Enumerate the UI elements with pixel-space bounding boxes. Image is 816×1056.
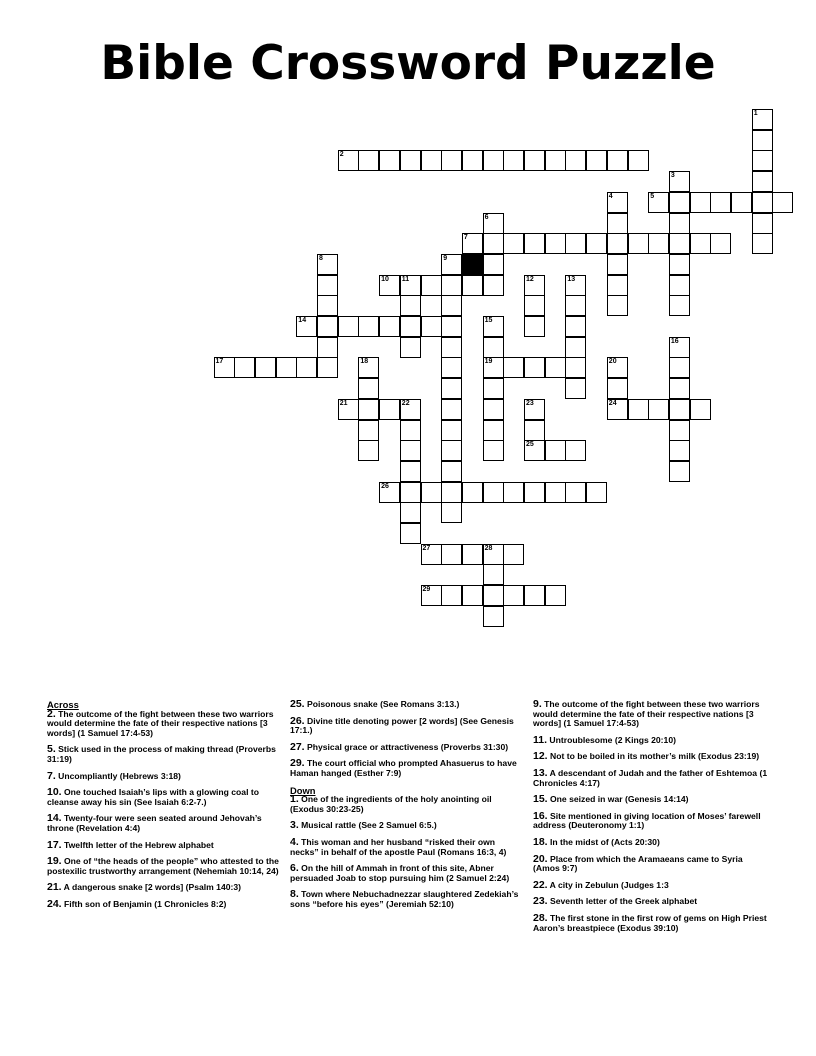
grid-cell[interactable]	[607, 357, 628, 378]
grid-cell[interactable]	[586, 482, 607, 503]
grid-cell[interactable]	[669, 233, 690, 254]
clue-item	[47, 769, 282, 782]
grid-cell[interactable]	[358, 378, 379, 399]
grid-cell[interactable]	[317, 295, 338, 316]
clue-number: 8	[319, 254, 323, 262]
grid-cell[interactable]	[503, 357, 524, 378]
clue-number: 7	[463, 234, 468, 242]
clue-item-text: This woman and her husband “risked their own necks” in behalf of the apostle Paul (Romans 16:3, 4)	[290, 836, 507, 857]
clue-item	[533, 795, 771, 805]
clue-item-text: In the midst of (Acts 20:30)	[547, 836, 660, 847]
grid-cell[interactable]	[524, 585, 545, 606]
grid-cell[interactable]	[503, 233, 524, 254]
grid-cell[interactable]	[669, 213, 690, 234]
grid-cell[interactable]	[400, 523, 421, 544]
clue-item-text: Twelfth letter of the Hebrew alphabet	[61, 839, 214, 850]
grid-cell[interactable]	[400, 399, 421, 420]
clue-item	[47, 857, 282, 876]
grid-cell[interactable]	[379, 316, 400, 337]
grid-cell[interactable]	[400, 316, 421, 337]
grid-cell[interactable]	[317, 337, 338, 358]
clue-item-text: Not to be boiled in its mother’s milk (Exodus 23:19)	[547, 751, 760, 762]
grid-cell[interactable]	[441, 295, 462, 316]
grid-cell[interactable]	[441, 440, 462, 461]
grid-cell[interactable]	[565, 295, 586, 316]
grid-cell[interactable]	[462, 275, 483, 296]
clue-item-number: 9.	[533, 698, 542, 710]
grid-cell[interactable]	[483, 233, 504, 254]
clue-item	[533, 809, 771, 831]
grid-cell[interactable]	[483, 482, 504, 503]
grid-cell[interactable]	[503, 585, 524, 606]
clue-column-2	[290, 700, 525, 917]
clue-item-number: 3.	[290, 819, 299, 832]
grid-cell[interactable]	[462, 585, 483, 606]
clue-item	[290, 714, 525, 736]
grid-cell[interactable]	[565, 378, 586, 399]
grid-cell[interactable]	[441, 254, 462, 275]
grid-cell[interactable]	[441, 420, 462, 441]
clue-number: 2	[339, 151, 344, 159]
grid-cell[interactable]	[441, 337, 462, 358]
clue-item	[533, 700, 771, 729]
grid-cell[interactable]	[752, 109, 773, 130]
grid-cell[interactable]	[296, 357, 317, 378]
clue-item-number: 2.	[47, 707, 56, 720]
clue-item-number: 26.	[290, 714, 305, 727]
grid-cell[interactable]	[441, 585, 462, 606]
grid-cell[interactable]	[524, 295, 545, 316]
grid-cell[interactable]	[545, 357, 566, 378]
clue-item-number: 28.	[533, 911, 548, 924]
clue-item-number: 13.	[533, 766, 548, 779]
clue-number: 13	[567, 275, 576, 283]
grid-cell[interactable]	[669, 357, 690, 378]
clue-item-number: 29.	[290, 757, 305, 770]
grid-cell[interactable]	[648, 233, 669, 254]
grid-cell[interactable]	[358, 357, 379, 378]
grid-cell[interactable]	[441, 357, 462, 378]
clue-number: 17	[215, 358, 224, 366]
grid-cell[interactable]	[400, 502, 421, 523]
grid-cell[interactable]	[524, 482, 545, 503]
grid-cell[interactable]	[503, 544, 524, 565]
grid-cell[interactable]	[524, 357, 545, 378]
clue-item-text: Divine title denoting power [2 words] (See Genesis 17:1.)	[290, 715, 514, 736]
clue-number: 10	[381, 275, 389, 283]
grid-cell[interactable]	[421, 544, 442, 565]
grid-cell[interactable]	[752, 171, 773, 192]
grid-cell[interactable]	[524, 420, 545, 441]
clue-item-number: 21.	[47, 881, 62, 894]
grid-cell[interactable]	[400, 295, 421, 316]
grid-cell[interactable]	[565, 275, 586, 296]
grid-cell[interactable]	[752, 233, 773, 254]
clue-item-number: 20.	[533, 852, 548, 865]
grid-cell[interactable]	[462, 544, 483, 565]
grid-cell[interactable]	[752, 150, 773, 171]
grid-cell[interactable]	[565, 482, 586, 503]
grid-cell[interactable]	[400, 337, 421, 358]
clue-item-number: 5.	[47, 743, 56, 756]
grid-cell[interactable]	[545, 150, 566, 171]
grid-cell[interactable]	[669, 378, 690, 399]
grid-cell[interactable]	[607, 378, 628, 399]
clue-item-text: Town where Nebuchadnezzar slaughtered Zedekiah’s sons “before his eyes” (Jeremiah 52:10)	[290, 889, 519, 909]
grid-cell[interactable]	[565, 316, 586, 337]
grid-cell[interactable]	[441, 275, 462, 296]
grid-cell[interactable]	[462, 233, 483, 254]
clue-item	[533, 733, 771, 746]
clue-column-3	[533, 700, 771, 940]
grid-cell[interactable]	[669, 337, 690, 358]
clue-number: 6	[484, 213, 489, 221]
grid-cell[interactable]	[441, 378, 462, 399]
grid-cell[interactable]	[441, 399, 462, 420]
grid-cell[interactable]	[669, 254, 690, 275]
clue-number: 21	[339, 399, 348, 407]
grid-cell[interactable]	[669, 440, 690, 461]
grid-cell[interactable]	[690, 233, 711, 254]
clue-number: 14	[298, 317, 307, 324]
grid-cell[interactable]	[483, 254, 504, 275]
clue-item-text: One of “the heads of the people” who attested to the postexilic trustworthy arrangement (Nehemiah 10:14, 24)	[47, 856, 279, 876]
grid-cell[interactable]	[752, 213, 773, 234]
grid-cell[interactable]	[441, 461, 462, 482]
clue-item-number: 17.	[47, 838, 62, 851]
clue-column-1	[47, 700, 282, 917]
grid-cell[interactable]	[648, 399, 669, 420]
clue-number: 19	[484, 358, 493, 366]
clue-item-number: 6.	[290, 862, 299, 875]
grid-cell[interactable]	[524, 399, 545, 420]
clue-number: 23	[526, 399, 534, 407]
grid-cell[interactable]	[710, 192, 731, 213]
clue-item-text: A city in Zebulun (Judges 1:3	[547, 879, 669, 890]
clue-item-number: 24.	[47, 897, 62, 910]
clue-item-text: A descendant of Judah and the father of Eshtemoa (1 Chronicles 4:17)	[533, 767, 768, 788]
clue-item-text: The first stone in the first row of gems on High Priest Aaron’s breastpiece (Exodus 39:10)	[533, 912, 767, 933]
clue-item	[290, 795, 525, 814]
grid-cell[interactable]	[421, 150, 442, 171]
grid-cell[interactable]	[483, 399, 504, 420]
grid-cell[interactable]	[772, 192, 793, 213]
grid-cell[interactable]	[607, 213, 628, 234]
clue-item	[47, 838, 282, 851]
clue-item	[533, 766, 771, 788]
clue-number: 27	[422, 544, 431, 552]
grid-cell[interactable]	[565, 357, 586, 378]
clue-number: 5	[650, 192, 655, 200]
grid-cell[interactable]	[524, 316, 545, 337]
clue-item-text: Stick used in the process of making thread (Proverbs 31:19)	[47, 744, 276, 764]
grid-cell[interactable]	[214, 357, 235, 378]
grid-cell[interactable]	[669, 192, 690, 213]
grid-cell[interactable]	[483, 357, 504, 378]
grid-cell[interactable]	[421, 585, 442, 606]
clue-item-text: On the hill of Ammah in front of this site, Abner persuaded Joab to stop pursuing him (2 Samuel 2:24)	[290, 863, 510, 883]
grid-cell[interactable]	[648, 192, 669, 213]
clue-number: 3	[670, 172, 675, 180]
clue-item	[290, 835, 525, 857]
grid-cell[interactable]	[483, 213, 504, 234]
grid-cell[interactable]	[462, 482, 483, 503]
grid-cell[interactable]	[338, 316, 359, 337]
grid-cell[interactable]	[607, 254, 628, 275]
grid-cell[interactable]	[565, 233, 586, 254]
clue-number: 11	[401, 275, 410, 283]
clue-item-text: The outcome of the fight between these two warriors would determine the fate of their respective nations [3 words] (1 Samuel 17:4-53)	[47, 708, 274, 738]
grid-cell[interactable]	[669, 399, 690, 420]
grid-cell[interactable]	[545, 482, 566, 503]
clue-number: 15	[484, 317, 493, 324]
grid-cell[interactable]	[462, 150, 483, 171]
grid-cell[interactable]	[586, 233, 607, 254]
clue-item	[533, 878, 771, 891]
grid-cell[interactable]	[545, 440, 566, 461]
grid-cell[interactable]	[358, 440, 379, 461]
grid-cell[interactable]	[586, 150, 607, 171]
clue-item	[47, 788, 282, 807]
grid-cell[interactable]	[358, 420, 379, 441]
clue-item-number: 7.	[47, 769, 56, 782]
grid-cell[interactable]	[565, 150, 586, 171]
clue-item-number: 12.	[533, 750, 548, 763]
clue-item	[47, 883, 282, 893]
clue-item-text: Fifth son of Benjamin (1 Chronicles 8:2)	[61, 898, 227, 909]
grid-cell[interactable]	[379, 399, 400, 420]
clue-item	[290, 864, 525, 883]
clue-number: 26	[381, 482, 389, 490]
grid-cell[interactable]	[483, 337, 504, 358]
clue-item	[290, 700, 525, 710]
clue-item-text: Site mentioned in giving location of Moses’ farewell address (Deuteronomy 1:1)	[533, 810, 761, 831]
grid-cell[interactable]	[483, 585, 504, 606]
clue-number: 12	[526, 275, 534, 283]
grid-cell[interactable]	[379, 482, 400, 503]
clue-section-heading: Across	[47, 699, 79, 710]
grid-cell[interactable]	[607, 275, 628, 296]
clue-number: 24	[608, 399, 617, 407]
grid-cell[interactable]	[690, 192, 711, 213]
grid-cell[interactable]	[752, 130, 773, 151]
clue-item-number: 25.	[290, 698, 305, 710]
grid-cell[interactable]	[545, 233, 566, 254]
clue-number: 29	[422, 586, 431, 594]
clue-item	[533, 911, 771, 933]
grid-cell[interactable]	[317, 316, 338, 337]
grid-cell[interactable]	[358, 150, 379, 171]
clue-item	[533, 835, 771, 848]
grid-cell[interactable]	[338, 399, 359, 420]
grid-cell[interactable]	[483, 275, 504, 296]
clue-item-number: 11.	[533, 733, 548, 746]
black-square	[462, 254, 483, 275]
grid-cell[interactable]	[483, 564, 504, 585]
grid-cell[interactable]	[607, 399, 628, 420]
grid-cell[interactable]	[483, 544, 504, 565]
clue-item-text: One touched Isaiah’s lips with a glowing coal to cleanse away his sin (See Isaiah 6:2-7.)	[47, 787, 259, 807]
clue-item-text: Place from which the Aramaeans came to Syria (Amos 9:7)	[533, 853, 743, 874]
clue-item-text: The outcome of the fight between these two warriors would determine the fate of their respective nations [3 words] (1 Samuel 17:4-53)	[533, 699, 760, 729]
clue-item	[47, 707, 282, 739]
clue-item-text: Physical grace or attractiveness (Proverbs 31:30)	[304, 741, 509, 752]
clue-item-text: Poisonous snake (See Romans 3:13.)	[304, 699, 460, 709]
grid-cell[interactable]	[524, 150, 545, 171]
grid-cell[interactable]	[358, 399, 379, 420]
clue-number: 25	[526, 441, 534, 449]
clue-item	[290, 759, 525, 778]
clue-item-number: 14.	[47, 812, 62, 825]
grid-cell[interactable]	[669, 461, 690, 482]
grid-cell[interactable]	[234, 357, 255, 378]
grid-cell[interactable]	[669, 420, 690, 441]
grid-cell[interactable]	[400, 150, 421, 171]
grid-cell[interactable]	[483, 606, 504, 627]
clue-item-text: A dangerous snake [2 words] (Psalm 140:3)	[61, 882, 242, 893]
grid-cell[interactable]	[421, 482, 442, 503]
clue-number: 28	[484, 544, 493, 552]
grid-cell[interactable]	[483, 316, 504, 337]
clue-item-number: 8.	[290, 888, 299, 901]
grid-cell[interactable]	[669, 295, 690, 316]
grid-cell[interactable]	[358, 316, 379, 337]
clue-item-number: 15.	[533, 793, 548, 806]
grid-cell[interactable]	[503, 150, 524, 171]
clue-item	[290, 740, 525, 753]
grid-cell[interactable]	[400, 420, 421, 441]
grid-cell[interactable]	[338, 150, 359, 171]
grid-cell[interactable]	[483, 150, 504, 171]
grid-cell[interactable]	[400, 461, 421, 482]
grid-cell[interactable]	[628, 150, 649, 171]
grid-cell[interactable]	[379, 150, 400, 171]
grid-cell[interactable]	[690, 399, 711, 420]
clue-item	[290, 821, 525, 831]
grid-cell[interactable]	[483, 420, 504, 441]
clue-number: 1	[753, 110, 758, 117]
grid-cell[interactable]	[421, 316, 442, 337]
grid-cell[interactable]	[296, 316, 317, 337]
clue-item-number: 22.	[533, 878, 548, 891]
grid-cell[interactable]	[628, 233, 649, 254]
grid-cell[interactable]	[317, 254, 338, 275]
grid-cell[interactable]	[710, 233, 731, 254]
clue-item	[533, 852, 771, 874]
clue-item	[47, 745, 282, 764]
clue-number: 4	[608, 192, 613, 200]
clue-item-number: 4.	[290, 835, 299, 848]
grid-cell[interactable]	[441, 502, 462, 523]
clue-number: 18	[360, 358, 369, 366]
clue-number: 20	[608, 358, 617, 366]
grid-cell[interactable]	[317, 357, 338, 378]
grid-cell[interactable]	[565, 337, 586, 358]
clue-item	[47, 897, 282, 910]
grid-cell[interactable]	[503, 482, 524, 503]
grid-cell[interactable]	[276, 357, 297, 378]
grid-cell[interactable]	[669, 171, 690, 192]
grid-cell[interactable]	[441, 150, 462, 171]
clue-item-number: 1.	[290, 793, 299, 806]
grid-cell[interactable]	[441, 544, 462, 565]
clue-item-text: One seized in war (Genesis 14:14)	[547, 794, 689, 805]
grid-cell[interactable]	[731, 192, 752, 213]
grid-cell[interactable]	[441, 482, 462, 503]
grid-cell[interactable]	[607, 192, 628, 213]
grid-cell[interactable]	[607, 233, 628, 254]
grid-cell[interactable]	[565, 440, 586, 461]
clue-number: 22	[401, 399, 410, 407]
clue-section-heading: Down	[290, 784, 316, 796]
grid-cell[interactable]	[524, 233, 545, 254]
clue-item	[533, 897, 771, 907]
clue-item-number: 23.	[533, 895, 548, 908]
grid-cell[interactable]	[379, 275, 400, 296]
clue-item-number: 18.	[533, 835, 548, 848]
clue-item-text: Seventh letter of the Greek alphabet	[547, 896, 698, 907]
clue-item	[290, 890, 525, 909]
grid-cell[interactable]	[400, 275, 421, 296]
grid-cell[interactable]	[483, 378, 504, 399]
grid-cell[interactable]	[669, 275, 690, 296]
clue-item-number: 19.	[47, 855, 62, 868]
grid-cell[interactable]	[628, 399, 649, 420]
clue-item-text: Uncompliantly (Hebrews 3:18)	[55, 770, 181, 781]
clue-item	[533, 752, 771, 762]
clue-item-number: 10.	[47, 786, 62, 799]
clue-item-text: Musical rattle (See 2 Samuel 6:5.)	[298, 820, 437, 831]
grid-cell[interactable]	[400, 482, 421, 503]
grid-cell[interactable]	[607, 295, 628, 316]
grid-cell[interactable]	[483, 440, 504, 461]
grid-cell[interactable]	[607, 150, 628, 171]
clue-item-text: One of the ingredients of the holy anointing oil (Exodus 30:23-25)	[290, 794, 492, 814]
clue-item-text: The court official who prompted Ahasuerus to have Haman hanged (Esther 7:9)	[290, 758, 517, 778]
clue-number: 9	[443, 254, 448, 262]
grid-cell[interactable]	[421, 275, 442, 296]
clue-item-text: Twenty-four were seen seated around Jehovah’s throne (Revelation 4:4)	[47, 813, 262, 833]
grid-cell[interactable]	[441, 316, 462, 337]
page-title: Bible Crossword Puzzle	[100, 36, 716, 91]
grid-cell[interactable]	[317, 275, 338, 296]
grid-cell[interactable]	[545, 585, 566, 606]
grid-cell[interactable]	[400, 440, 421, 461]
grid-cell[interactable]	[255, 357, 276, 378]
clue-item-text: Untroublesome (2 Kings 20:10)	[547, 734, 676, 745]
grid-cell[interactable]	[524, 440, 545, 461]
grid-cell[interactable]	[752, 192, 773, 213]
grid-cell[interactable]	[524, 275, 545, 296]
clue-item-number: 27.	[290, 740, 305, 753]
clue-number: 16	[670, 337, 679, 345]
clue-item-number: 16.	[533, 809, 548, 822]
clue-item	[47, 814, 282, 833]
